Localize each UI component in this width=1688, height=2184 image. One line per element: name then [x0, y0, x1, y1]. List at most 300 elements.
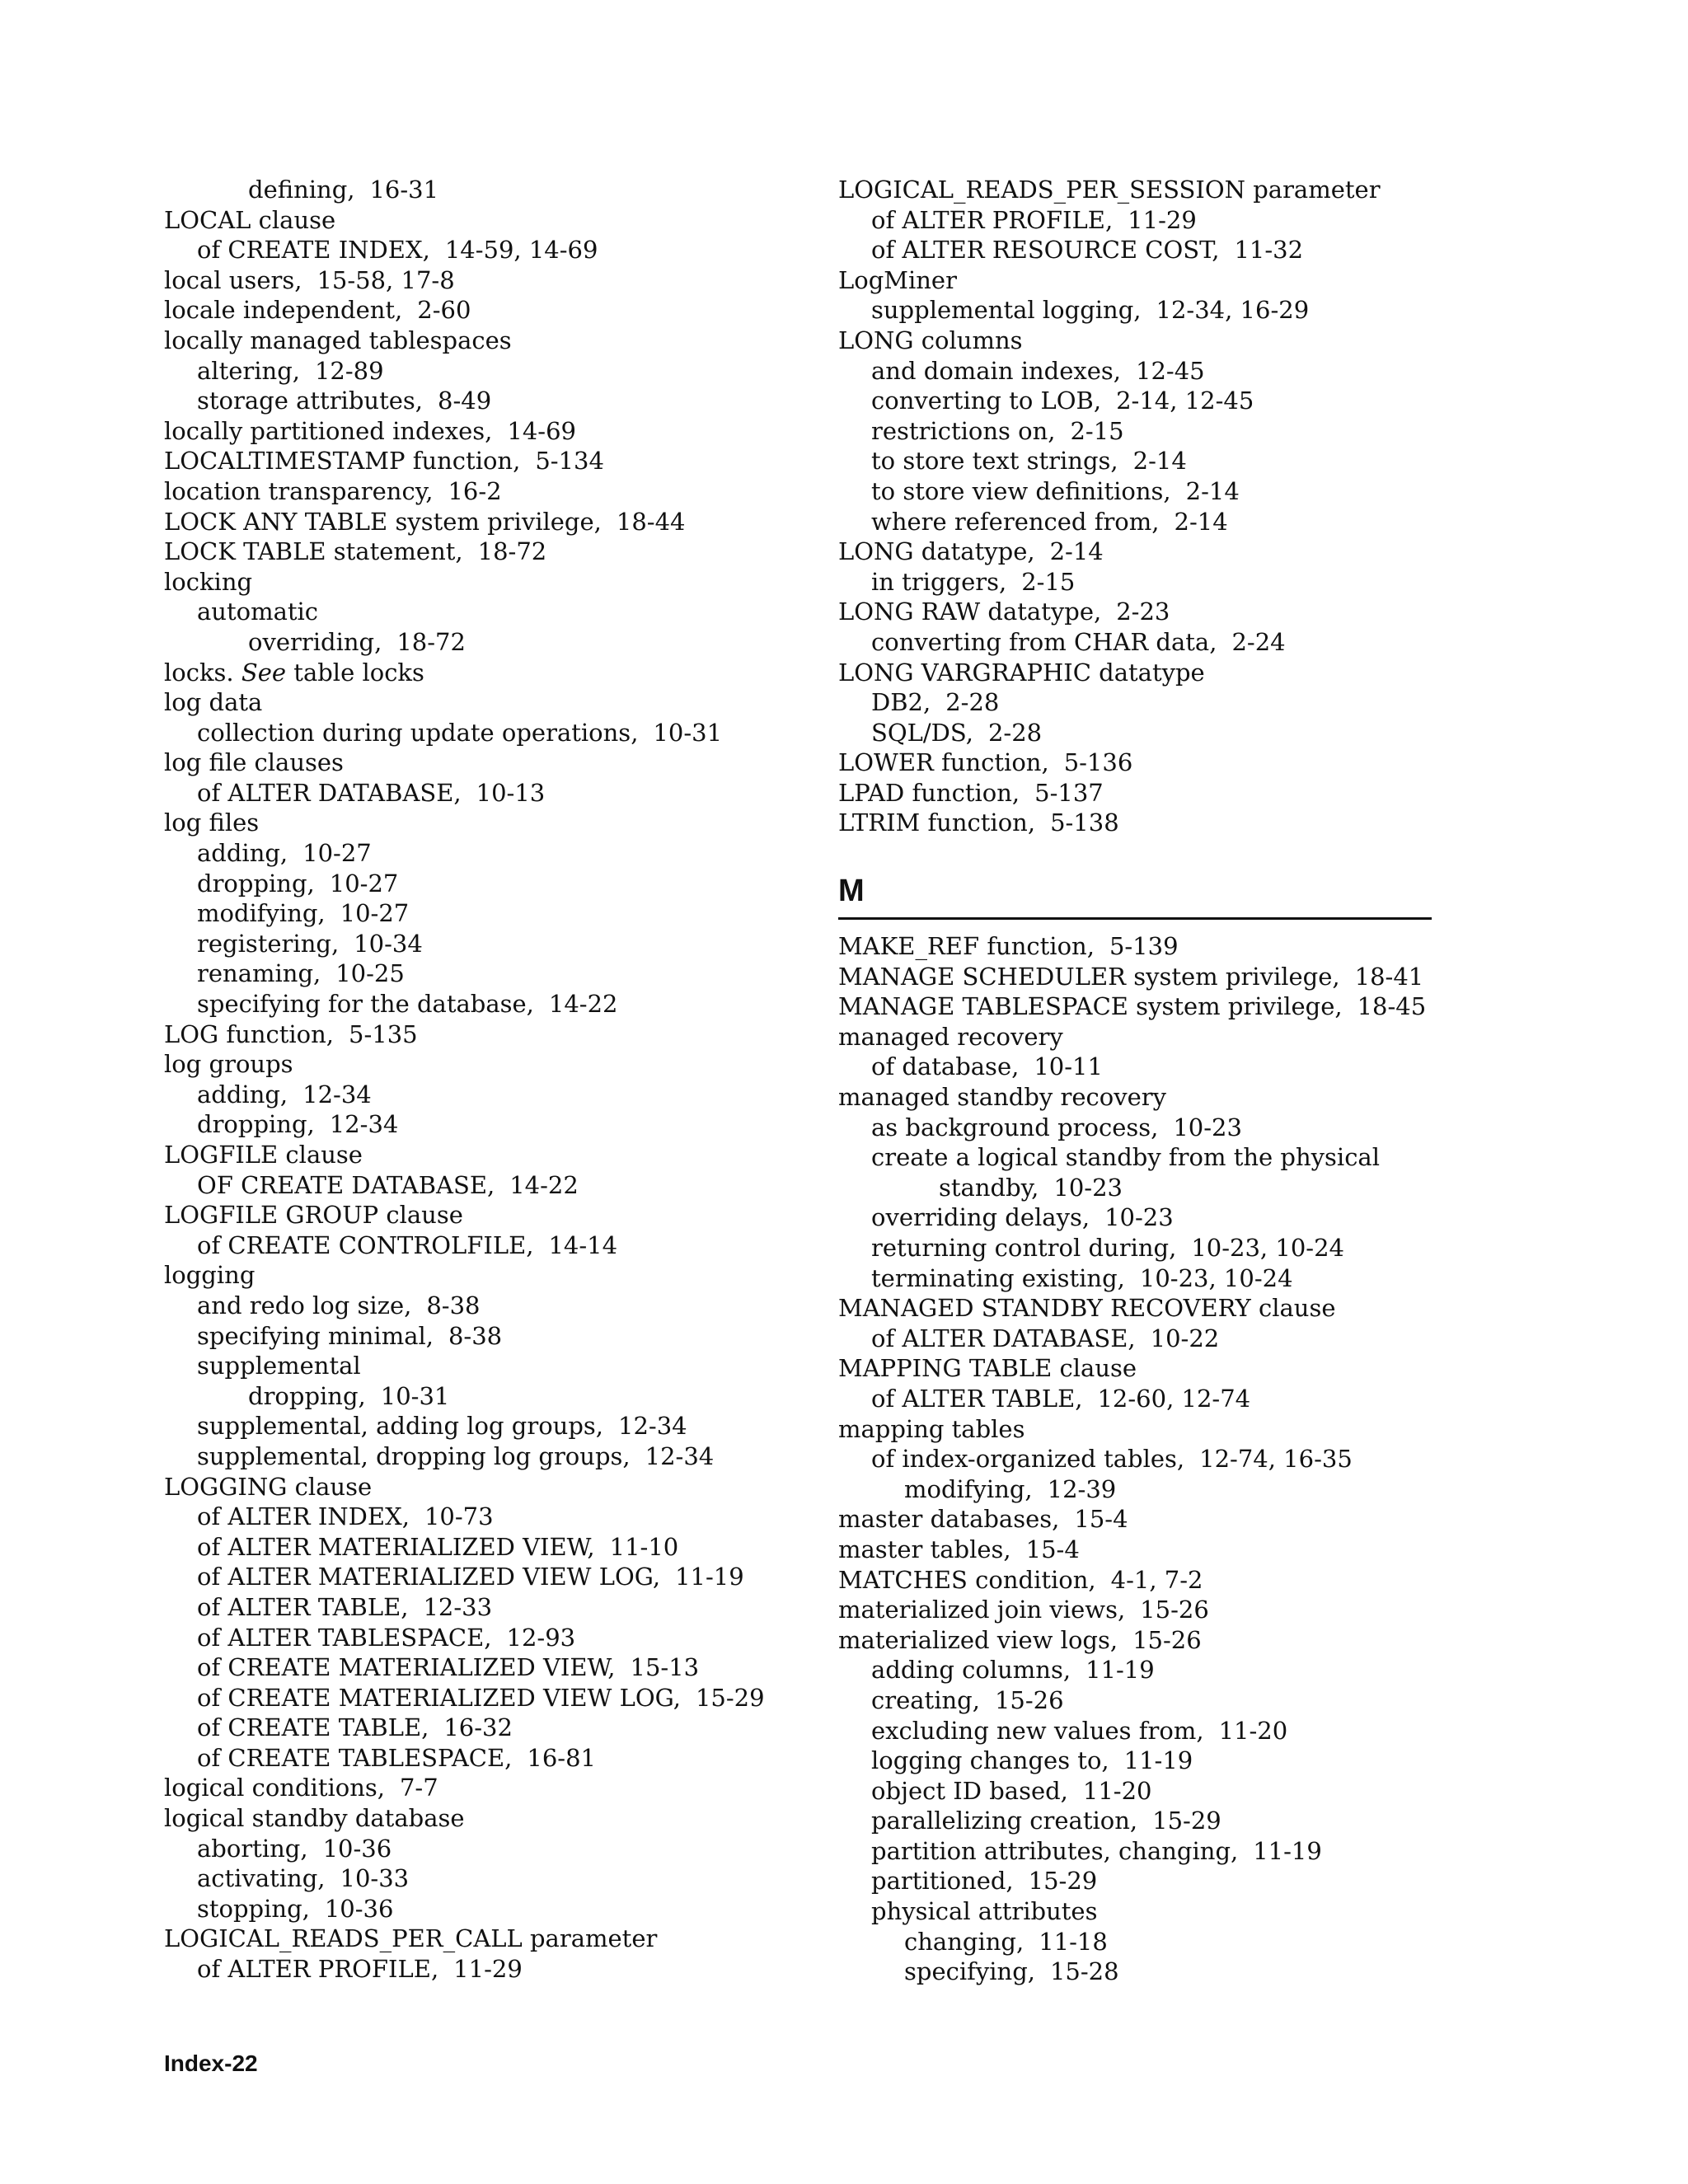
index-term: renaming,	[197, 959, 321, 988]
index-term: returning control during,	[871, 1234, 1177, 1262]
index-entry	[164, 265, 807, 296]
index-entry	[838, 1263, 1432, 1294]
page-reference: 5-136	[1063, 748, 1133, 777]
index-entry	[838, 1233, 1432, 1263]
page-reference: 2-28	[945, 688, 1000, 717]
index-term: parallelizing creation,	[871, 1807, 1138, 1835]
page-reference: 12-33	[423, 1592, 493, 1621]
index-term: of CREATE MATERIALIZED VIEW,	[197, 1653, 616, 1682]
page-reference: 15-26	[994, 1685, 1064, 1714]
index-term: modifying,	[904, 1474, 1033, 1503]
index-term: collection during update operations,	[197, 718, 639, 747]
index-entry	[838, 1414, 1432, 1445]
page-reference: 2-14	[1132, 447, 1187, 476]
page-reference: 11-20	[1218, 1716, 1288, 1745]
page-reference: 2-23	[1116, 598, 1170, 626]
page-reference: 8-38	[448, 1321, 503, 1350]
index-entry	[164, 1803, 807, 1834]
index-term: standby,	[939, 1173, 1039, 1202]
index-entry	[164, 1200, 807, 1230]
index-term: of CREATE INDEX,	[197, 236, 430, 265]
index-entry	[164, 658, 807, 688]
page-reference: 15-4	[1074, 1505, 1128, 1534]
index-term: MATCHES condition,	[838, 1565, 1096, 1594]
index-term: and redo log size,	[197, 1291, 412, 1319]
index-term: master databases,	[838, 1505, 1060, 1534]
index-term: log file clauses	[164, 748, 344, 777]
index-term: converting from CHAR data,	[871, 627, 1217, 656]
index-entry	[838, 627, 1432, 658]
index-entry	[164, 1291, 807, 1321]
index-term: MANAGED STANDBY RECOVERY clause	[838, 1294, 1336, 1323]
page-reference: 8-38	[426, 1291, 481, 1319]
index-entry	[838, 1565, 1432, 1596]
index-entry	[164, 386, 807, 416]
page-reference: 12-89	[314, 356, 384, 385]
page-reference: 12-34	[329, 1110, 399, 1139]
index-term: aborting,	[197, 1834, 308, 1863]
index-entry	[838, 1625, 1432, 1656]
page-reference: 2-28	[987, 718, 1043, 747]
index-term: supplemental, adding log groups,	[197, 1412, 604, 1441]
index-term: of ALTER TABLESPACE,	[197, 1623, 492, 1652]
index-entry	[838, 1504, 1432, 1535]
index-entry	[164, 778, 807, 808]
index-entry	[164, 687, 807, 718]
page-reference: 18-72	[477, 537, 547, 566]
index-term: log files	[164, 808, 260, 837]
index-term: activating,	[197, 1864, 326, 1893]
page-reference: 10-11	[1034, 1052, 1103, 1081]
index-entry	[164, 446, 807, 476]
index-term: in triggers,	[871, 567, 1007, 596]
page-footer-label: Index-22	[164, 2050, 258, 2076]
index-term: overriding,	[248, 627, 382, 656]
index-entry	[164, 718, 807, 748]
index-term: stopping,	[197, 1894, 310, 1923]
index-term: DB2,	[871, 688, 931, 717]
page-reference: 12-39	[1047, 1474, 1117, 1503]
index-entry	[164, 1080, 807, 1110]
index-entry	[838, 1866, 1432, 1896]
page-reference: 15-29	[1152, 1807, 1221, 1835]
index-term: managed standby recovery	[838, 1083, 1167, 1112]
index-term: supplemental	[197, 1352, 361, 1380]
page-reference: 14-69	[507, 416, 576, 445]
index-term: registering,	[197, 929, 340, 958]
index-term: LOWER function,	[838, 748, 1049, 777]
page-reference: 14-22	[548, 990, 618, 1019]
index-term: locks.	[164, 658, 234, 687]
index-entry	[164, 1109, 807, 1140]
page-reference: 18-41	[1354, 962, 1424, 991]
page-reference: 4-1, 7-2	[1110, 1565, 1203, 1594]
index-term: supplemental logging,	[871, 296, 1142, 325]
page-reference: 12-93	[506, 1623, 576, 1652]
index-entry	[838, 991, 1432, 1022]
index-entry	[164, 567, 807, 598]
index-entry	[164, 898, 807, 929]
page-reference: 16-31	[369, 176, 439, 204]
index-term: adding,	[197, 1080, 288, 1108]
index-entry	[838, 235, 1432, 265]
page-reference: 10-27	[329, 869, 399, 898]
index-entry	[838, 1052, 1432, 1082]
index-term: LONG datatype,	[838, 537, 1035, 566]
index-entry	[838, 507, 1432, 537]
page-reference: 11-29	[453, 1955, 523, 1984]
index-term: of ALTER MATERIALIZED VIEW,	[197, 1532, 595, 1561]
page-reference: 12-34	[618, 1412, 687, 1441]
index-entry	[838, 1836, 1432, 1867]
index-term: LTRIM function,	[838, 808, 1036, 837]
index-entry	[838, 1022, 1432, 1052]
index-term: LOGFILE GROUP clause	[164, 1201, 463, 1230]
page-reference: 15-28	[1049, 1957, 1119, 1986]
index-term: materialized view logs,	[838, 1625, 1118, 1654]
index-entry	[838, 1957, 1432, 1987]
page-reference: 14-14	[548, 1230, 618, 1259]
page-reference: 12-34	[302, 1080, 372, 1108]
index-term: of ALTER DATABASE,	[197, 778, 462, 807]
index-term: LOCALTIMESTAMP function,	[164, 447, 521, 476]
page-reference: 12-34	[645, 1441, 715, 1470]
index-entry	[838, 1746, 1432, 1776]
index-term: MAPPING TABLE clause	[838, 1354, 1137, 1383]
index-entry	[838, 1776, 1432, 1807]
index-term: overriding delays,	[871, 1203, 1090, 1232]
index-entry	[164, 1592, 807, 1623]
index-term: where referenced from,	[871, 507, 1160, 536]
index-term: LOGGING clause	[164, 1472, 373, 1501]
page-reference: 15-26	[1140, 1596, 1209, 1624]
page-reference: 10-36	[322, 1834, 392, 1863]
index-entry	[164, 1863, 807, 1894]
index-term: locally partitioned indexes,	[164, 416, 493, 445]
page-reference: 11-19	[675, 1563, 744, 1591]
page-reference: 11-32	[1234, 236, 1304, 265]
page-reference: 15-29	[695, 1683, 765, 1712]
index-entry	[838, 416, 1432, 447]
index-term: altering,	[197, 356, 300, 385]
index-term: modifying,	[197, 899, 326, 928]
index-term: of ALTER PROFILE,	[197, 1955, 439, 1984]
page-reference: 10-27	[302, 839, 372, 868]
index-entry	[164, 537, 807, 567]
index-entry	[838, 1474, 1432, 1505]
index-entry	[838, 1806, 1432, 1836]
page-reference: 10-33	[340, 1864, 410, 1893]
index-term: LogMiner	[838, 265, 957, 294]
index-entry	[164, 1834, 807, 1864]
index-term: log data	[164, 688, 263, 717]
index-term: specifying for the database,	[197, 990, 534, 1019]
index-entry	[164, 1019, 807, 1050]
index-entry	[838, 962, 1432, 992]
page-reference: 12-74, 16-35	[1199, 1445, 1353, 1474]
index-term: of ALTER RESOURCE COST,	[871, 236, 1220, 265]
index-term: OF CREATE DATABASE,	[197, 1170, 495, 1199]
index-entry	[164, 1170, 807, 1201]
page-reference: 16-32	[443, 1713, 513, 1742]
index-term: of database,	[871, 1052, 1020, 1081]
page-reference: 10-73	[424, 1502, 494, 1531]
index-entry	[164, 748, 807, 778]
index-entry	[838, 356, 1432, 387]
index-term: LOGFILE clause	[164, 1141, 363, 1169]
index-entry	[164, 989, 807, 1019]
index-term: local users,	[164, 265, 302, 294]
index-entry	[164, 838, 807, 869]
index-entry	[838, 537, 1432, 567]
page-reference: 11-20	[1082, 1776, 1152, 1805]
index-term: LOGICAL_READS_PER_CALL parameter	[164, 1924, 658, 1953]
page-reference: 11-19	[1253, 1836, 1322, 1865]
index-entries-m	[838, 931, 1432, 1987]
index-entry	[838, 1927, 1432, 1957]
page-reference: 2-14	[1049, 537, 1104, 566]
index-term: terminating existing,	[871, 1263, 1125, 1292]
page-reference: 14-59, 14-69	[444, 236, 598, 265]
page-reference: 11-18	[1039, 1927, 1108, 1956]
page-reference: 15-26	[1132, 1625, 1202, 1654]
index-entry	[164, 1049, 807, 1080]
index-entry	[164, 627, 807, 658]
index-term: logging	[164, 1261, 256, 1290]
page-reference: 10-23	[1053, 1173, 1123, 1202]
page-reference: 10-22	[1150, 1324, 1220, 1352]
index-entry	[838, 687, 1432, 718]
page-reference: 16-2	[448, 476, 502, 505]
index-term: excluding new values from,	[871, 1716, 1204, 1745]
index-entry	[838, 658, 1432, 688]
index-entry	[164, 929, 807, 959]
index-term: specifying,	[904, 1957, 1035, 1986]
index-term: changing,	[904, 1927, 1025, 1956]
page-reference: 12-34, 16-29	[1156, 296, 1310, 325]
index-column-left	[164, 175, 807, 1985]
index-entry	[838, 1655, 1432, 1685]
index-entry	[838, 1173, 1432, 1203]
index-entry	[164, 1321, 807, 1352]
index-term: restrictions on,	[871, 416, 1056, 445]
page-reference: 15-58, 17-8	[316, 265, 455, 294]
index-term: creating,	[871, 1685, 980, 1714]
index-entry	[838, 1142, 1432, 1173]
index-term: of ALTER PROFILE,	[871, 205, 1114, 234]
page-reference: 14-22	[509, 1170, 579, 1199]
index-term: log groups	[164, 1050, 293, 1079]
page-reference: 10-36	[324, 1894, 394, 1923]
index-entry	[164, 1773, 807, 1803]
index-term: LOCK TABLE statement,	[164, 537, 463, 566]
index-term: create a logical standby from the physical	[871, 1143, 1381, 1172]
index-term: of CREATE MATERIALIZED VIEW LOG,	[197, 1683, 681, 1712]
page-reference: 2-24	[1231, 627, 1286, 656]
index-entry	[164, 1411, 807, 1441]
index-entry	[838, 265, 1432, 296]
index-entry	[164, 1623, 807, 1653]
index-term: LOCAL clause	[164, 205, 336, 234]
page-reference: 5-139	[1109, 932, 1179, 961]
index-entry	[164, 808, 807, 838]
index-term: dropping,	[197, 1110, 315, 1139]
page-reference: 2-15	[1021, 567, 1076, 596]
page-reference: 7-7	[399, 1774, 438, 1802]
index-entry	[164, 1894, 807, 1924]
page-reference: 18-44	[616, 507, 686, 536]
index-entry	[838, 1353, 1432, 1384]
index-term: dropping,	[248, 1381, 366, 1410]
index-entry	[164, 1743, 807, 1774]
index-term: LONG VARGRAPHIC datatype	[838, 658, 1205, 687]
index-term: of CREATE TABLESPACE,	[197, 1743, 513, 1772]
index-entry	[838, 446, 1432, 476]
index-term: logical conditions,	[164, 1774, 385, 1802]
page-reference: 18-72	[396, 627, 466, 656]
page-reference: 10-23	[1173, 1113, 1242, 1141]
index-entry	[838, 1082, 1432, 1113]
index-entry	[838, 597, 1432, 627]
index-term: partition attributes, changing,	[871, 1836, 1239, 1865]
index-term: of CREATE TABLE,	[197, 1713, 429, 1742]
see-reference-target: table locks	[293, 658, 424, 687]
index-entry	[164, 1381, 807, 1412]
page-reference: 11-10	[609, 1532, 679, 1561]
index-term: materialized join views,	[838, 1596, 1126, 1624]
page-reference: 10-27	[340, 899, 410, 928]
section-heading-m	[838, 869, 1432, 920]
index-entry	[838, 567, 1432, 598]
index-entry	[164, 1562, 807, 1592]
page-reference: 5-137	[1034, 778, 1104, 807]
index-entry	[838, 1293, 1432, 1324]
index-term: MANAGE SCHEDULER system privilege,	[838, 962, 1340, 991]
index-entry	[164, 1351, 807, 1381]
page-reference: 2-14	[1174, 507, 1228, 536]
index-entry	[838, 1535, 1432, 1565]
index-term: locking	[164, 567, 253, 596]
index-term: SQL/DS,	[871, 718, 973, 747]
index-entry	[164, 476, 807, 507]
index-term: specifying minimal,	[197, 1321, 434, 1350]
page-reference: 10-34	[354, 929, 423, 958]
index-entry	[838, 718, 1432, 748]
index-entry	[838, 1716, 1432, 1746]
index-entry	[838, 1444, 1432, 1474]
index-entry	[838, 1324, 1432, 1354]
index-entry	[838, 386, 1432, 416]
index-term: converting to LOB,	[871, 387, 1102, 415]
index-term: managed recovery	[838, 1022, 1063, 1051]
page-reference: 10-23, 10-24	[1139, 1263, 1293, 1292]
index-term: dropping,	[197, 869, 315, 898]
index-entry	[164, 235, 807, 265]
index-term: locally managed tablespaces	[164, 326, 512, 354]
index-entry	[164, 1652, 807, 1683]
index-entry	[838, 931, 1432, 962]
index-entry	[164, 1260, 807, 1291]
index-entry	[164, 1713, 807, 1743]
index-term: LONG columns	[838, 326, 1023, 354]
index-entry	[164, 1924, 807, 1954]
page-reference: 2-15	[1070, 416, 1124, 445]
index-term: storage attributes,	[197, 387, 423, 415]
index-entry	[838, 1384, 1432, 1414]
page-reference: 2-60	[417, 296, 471, 325]
index-entry	[164, 326, 807, 356]
index-term: partitioned,	[871, 1867, 1014, 1896]
index-term: MANAGE TABLESPACE system privilege,	[838, 992, 1343, 1021]
page-reference: 10-25	[335, 959, 405, 988]
index-term: as background process,	[871, 1113, 1159, 1141]
index-term: LONG RAW datatype,	[838, 598, 1102, 626]
page-reference: 5-134	[535, 447, 604, 476]
index-term: logging changes to,	[871, 1746, 1109, 1775]
page-reference: 8-49	[438, 387, 492, 415]
page-reference: 2-14, 12-45	[1116, 387, 1254, 415]
index-term: adding,	[197, 839, 288, 868]
index-term: physical attributes	[871, 1897, 1098, 1926]
page-reference: 16-81	[527, 1743, 596, 1772]
index-entries-l-continued	[838, 175, 1432, 838]
index-entry	[838, 476, 1432, 507]
index-entry	[838, 175, 1432, 205]
index-entry	[164, 869, 807, 899]
index-term: LOG function,	[164, 1019, 335, 1048]
page-reference: 12-60, 12-74	[1097, 1384, 1251, 1413]
index-entry	[164, 416, 807, 447]
index-term: of ALTER DATABASE,	[871, 1324, 1136, 1352]
index-entry	[164, 1532, 807, 1563]
index-term: of ALTER TABLE,	[871, 1384, 1083, 1413]
index-term: logical standby database	[164, 1804, 465, 1833]
page-reference: 15-13	[630, 1653, 700, 1682]
index-entry	[164, 205, 807, 236]
index-term: MAKE_REF function,	[838, 932, 1095, 961]
page-reference: 11-29	[1128, 205, 1197, 234]
index-term: automatic	[197, 598, 319, 626]
index-entry	[838, 778, 1432, 808]
index-entry	[838, 1595, 1432, 1625]
index-term: LOGICAL_READS_PER_SESSION parameter	[838, 176, 1381, 204]
index-term: and domain indexes,	[871, 356, 1122, 385]
index-entry	[838, 1202, 1432, 1233]
index-term: defining,	[248, 176, 355, 204]
page-reference: 5-135	[349, 1019, 418, 1048]
index-column-right	[838, 175, 1432, 1987]
page-reference: 10-31	[653, 718, 723, 747]
index-entry	[164, 295, 807, 326]
page-reference: 11-19	[1085, 1656, 1155, 1685]
index-entry	[838, 748, 1432, 778]
page-reference: 11-19	[1123, 1746, 1193, 1775]
index-entry	[164, 1954, 807, 1985]
index-entry	[164, 1441, 807, 1472]
page-reference: 10-23, 10-24	[1191, 1234, 1344, 1262]
index-term: of ALTER TABLE,	[197, 1592, 409, 1621]
page-reference: 12-45	[1136, 356, 1205, 385]
page-reference: 5-138	[1050, 808, 1119, 837]
section-letter: M	[838, 874, 865, 909]
index-term: supplemental, dropping log groups,	[197, 1441, 631, 1470]
page-reference: 15-4	[1025, 1535, 1080, 1563]
index-entry	[838, 326, 1432, 356]
index-term: of CREATE CONTROLFILE,	[197, 1230, 534, 1259]
index-entry	[164, 958, 807, 989]
index-entry	[164, 1683, 807, 1713]
index-term: of index-organized tables,	[871, 1445, 1185, 1474]
